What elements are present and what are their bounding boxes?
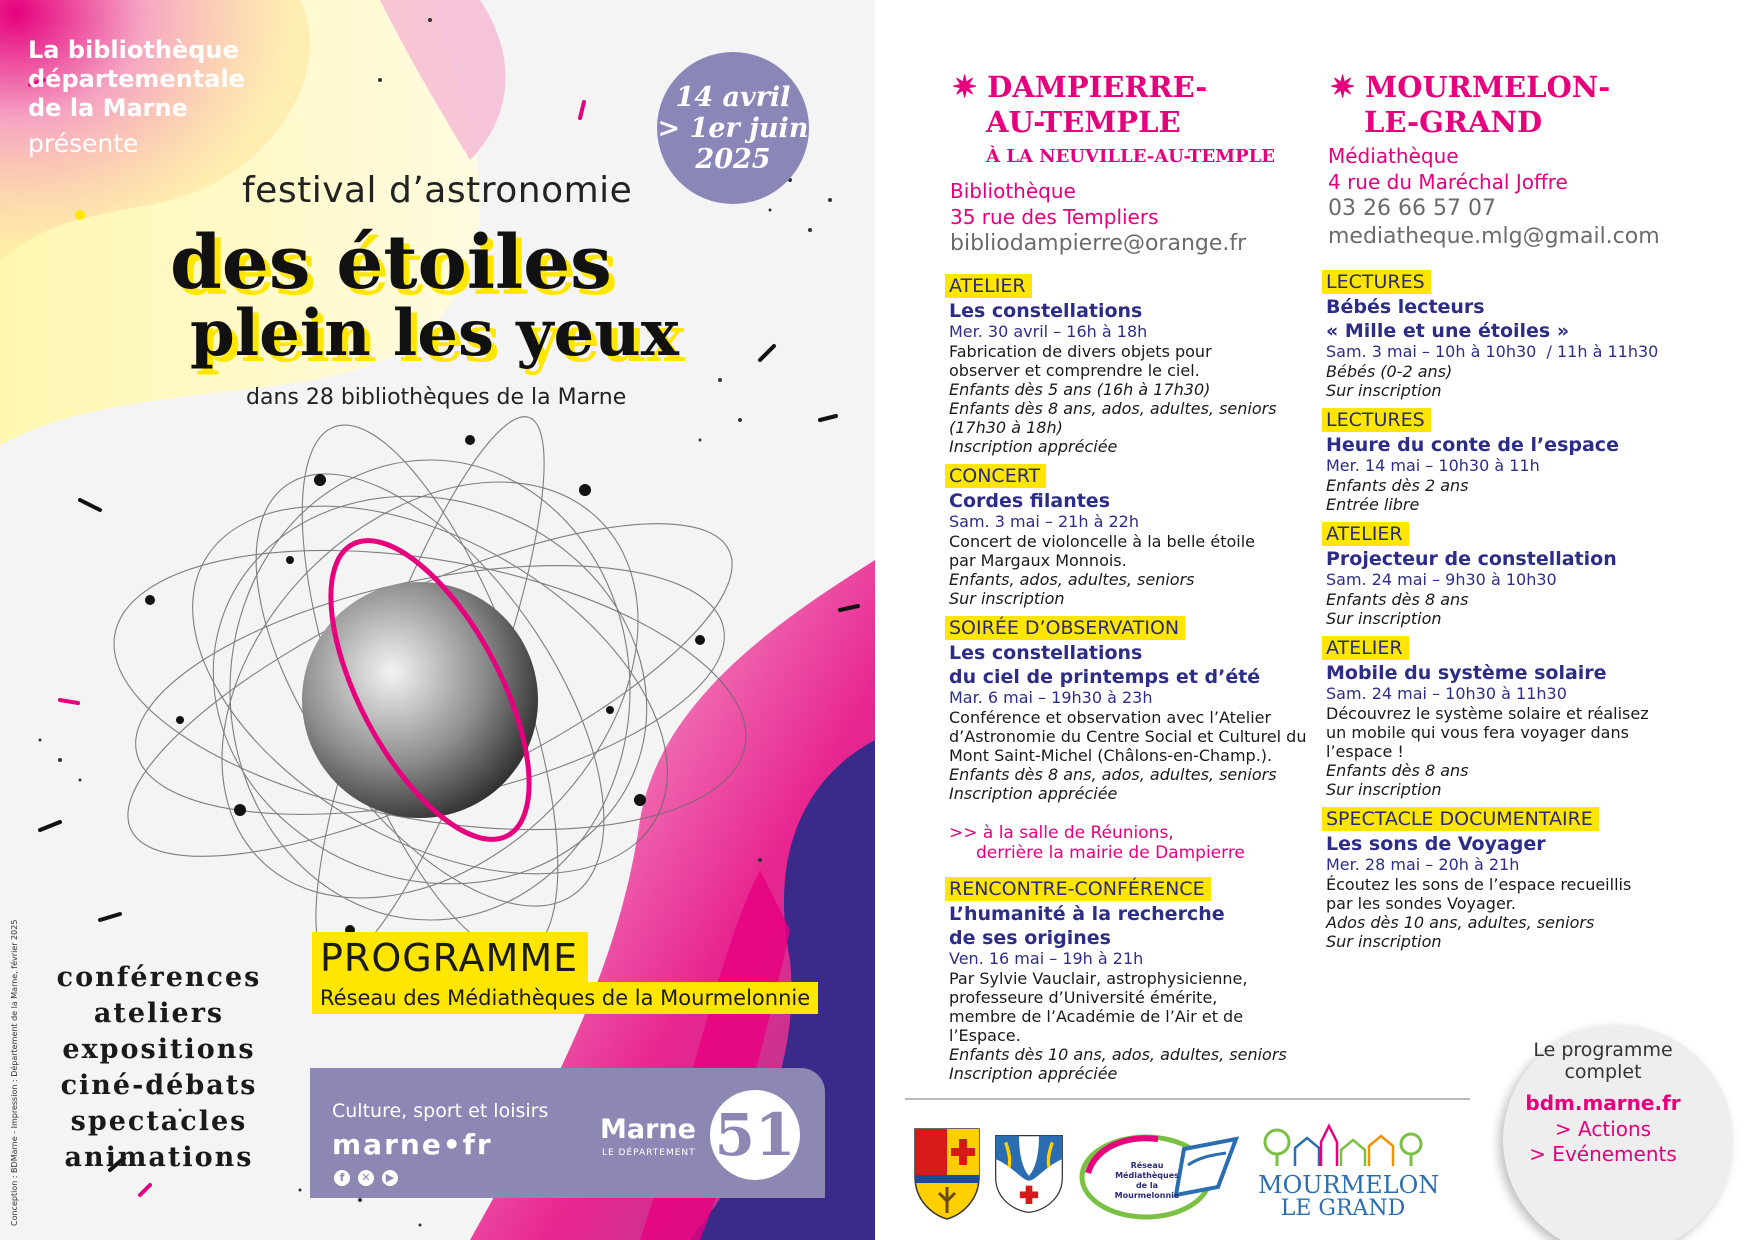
event-audience: Bébés (0-2 ans) xyxy=(1326,362,1453,381)
event-tag: CONCERT xyxy=(945,464,1046,488)
event-title: Projecteur de constellation xyxy=(1326,548,1617,570)
event-audience: Inscription appréciée xyxy=(949,784,1118,803)
intro-line: départementale xyxy=(28,65,245,93)
programme-block xyxy=(312,932,818,1014)
event-audience: Enfants dès 8 ans, ados, adultes, seniors xyxy=(949,765,1277,784)
youtube-icon[interactable]: ▶ xyxy=(382,1170,398,1186)
event-title: Les constellations xyxy=(949,300,1143,322)
town-name: MOURMELON- xyxy=(1365,70,1611,104)
event-date: Mer. 28 mai – 20h à 21h xyxy=(1326,855,1520,874)
event-desc: Mont Saint-Michel (Châlons-en-Champ.). xyxy=(949,746,1273,765)
date-line: 2025 xyxy=(695,143,771,175)
town-skyline-icon xyxy=(1259,1122,1427,1166)
event-audience: Sur inscription xyxy=(1326,780,1442,799)
event-card xyxy=(1322,522,1692,628)
festival-title-line2: plein les yeux xyxy=(190,296,679,371)
programme-title: PROGRAMME xyxy=(312,932,588,982)
event-audience: Sur inscription xyxy=(1326,381,1442,400)
partner-logos xyxy=(912,1122,1440,1221)
event-tag: LECTURES xyxy=(1322,408,1431,432)
event-audience: Enfants dès 8 ans xyxy=(1326,761,1469,780)
asterisk-icon: ✷ xyxy=(952,70,978,105)
footer-url[interactable]: marne•fr xyxy=(332,1128,493,1161)
network-logo-line: Médiathèques xyxy=(1115,1171,1179,1180)
event-date: Sam. 3 mai – 10h à 10h30 / 11h à 11h30 xyxy=(1326,342,1659,361)
town-name: LE-GRAND xyxy=(1364,105,1543,139)
venue-email[interactable]: bibliodampierre@orange.fr xyxy=(950,231,1247,256)
cta-links xyxy=(1503,1117,1703,1167)
event-audience: Inscription appréciée xyxy=(949,437,1118,456)
dampierre-heading xyxy=(952,70,1275,169)
asterisk-icon: ✷ xyxy=(1330,70,1356,105)
event-desc: un mobile qui vous fera voyager dans xyxy=(1326,723,1629,742)
credit-text: Conception : BDMarne - Impression : Département de la Marne, février 2025 xyxy=(10,919,19,1226)
network-logo-line: de la Mourmelonnie xyxy=(1114,1181,1180,1200)
dampierre-venue xyxy=(950,178,1246,258)
mourmelon-events xyxy=(1322,270,1692,959)
intro-line: La bibliothèque xyxy=(28,36,239,64)
mourmelon-logo xyxy=(1258,1122,1440,1221)
dampierre-events xyxy=(945,274,1315,1091)
venue-name: Médiathèque xyxy=(1328,144,1459,168)
venue-address: 4 rue du Maréchal Joffre xyxy=(1328,170,1568,194)
feature-item: spectacles xyxy=(70,1106,248,1137)
event-desc: Découvrez le système solaire et réalisez xyxy=(1326,704,1649,723)
note-line: >> à la salle de Réunions, xyxy=(949,823,1174,843)
event-tag: SOIRÉE D’OBSERVATION xyxy=(945,616,1185,640)
festival-location: dans 28 bibliothèques de la Marne xyxy=(246,385,627,410)
feature-item: conférences xyxy=(56,962,262,993)
features-list xyxy=(44,960,274,1176)
intro-line: de la Marne xyxy=(28,94,188,122)
event-audience: Enfants dès 8 ans xyxy=(1326,590,1469,609)
event-audience: Enfants dès 5 ans (16h à 17h30) xyxy=(949,380,1211,399)
event-title: « Mille et une étoiles » xyxy=(1326,320,1570,342)
event-title: de ses origines xyxy=(949,927,1111,949)
cta-text xyxy=(1503,1039,1703,1083)
footer-tagline: Culture, sport et loisirs xyxy=(332,1100,549,1122)
event-audience: Inscription appréciée xyxy=(949,1064,1118,1083)
event-card xyxy=(1322,270,1692,400)
event-desc: Écoutez les sons de l’espace recueillis xyxy=(1326,875,1632,894)
dept-logo: 51 xyxy=(710,1090,800,1180)
x-icon[interactable]: ✕ xyxy=(358,1170,374,1186)
event-desc: Fabrication de divers objets pour xyxy=(949,342,1212,361)
event-title: du ciel de printemps et d’été xyxy=(949,666,1261,688)
network-logo-line: Réseau xyxy=(1130,1161,1164,1170)
event-audience: (17h30 à 18h) xyxy=(949,418,1063,437)
event-date: Sam. 3 mai – 21h à 22h xyxy=(949,512,1139,531)
event-audience: Enfants dès 10 ans, ados, adultes, seniors xyxy=(949,1045,1287,1064)
dampierre-shield-icon xyxy=(912,1127,982,1221)
mourmelon-logo-line2: LE GRAND xyxy=(1280,1196,1406,1221)
venue-note xyxy=(945,823,1315,863)
mourmelon-logo-line1: MOURMELON xyxy=(1258,1171,1440,1199)
event-desc: d’Astronomie du Centre Social et Culturel du xyxy=(949,727,1307,746)
event-tag: LECTURES xyxy=(1322,270,1431,294)
event-audience: Sur inscription xyxy=(949,589,1065,608)
festival-title-line1: des étoiles xyxy=(170,220,612,306)
event-date: Mar. 6 mai – 19h30 à 23h xyxy=(949,688,1153,707)
mourmelon-venue xyxy=(1328,143,1660,251)
event-title: Bébés lecteurs xyxy=(1326,296,1485,318)
neuville-shield-icon xyxy=(994,1127,1064,1221)
event-desc: Concert de violoncelle à la belle étoile xyxy=(949,532,1255,551)
event-title: Cordes filantes xyxy=(949,490,1110,512)
event-tag: ATELIER xyxy=(1322,636,1409,660)
event-audience: Sur inscription xyxy=(1326,932,1442,951)
event-audience: Enfants dès 2 ans xyxy=(1326,476,1469,495)
event-audience: Enfants, ados, adultes, seniors xyxy=(949,570,1195,589)
event-date: Ven. 16 mai – 19h à 21h xyxy=(949,949,1144,968)
feature-item: ciné-débats xyxy=(60,1070,258,1101)
event-audience: Entrée libre xyxy=(1326,495,1420,514)
cta-line: complet xyxy=(1564,1061,1642,1083)
facebook-icon[interactable]: f xyxy=(334,1170,350,1186)
note-line: derrière la mairie de Dampierre xyxy=(949,843,1245,863)
event-card xyxy=(945,616,1315,803)
network-logo xyxy=(1076,1125,1246,1221)
footer-divider xyxy=(905,1098,1470,1100)
event-title: L’humanité à la recherche xyxy=(949,903,1225,925)
intro-text xyxy=(28,36,245,158)
cta-url[interactable]: bdm.marne.fr xyxy=(1525,1091,1681,1115)
town-name: AU-TEMPLE xyxy=(986,105,1181,139)
venue-name: Bibliothèque xyxy=(950,179,1076,203)
event-card xyxy=(945,464,1315,608)
dept-sub: LE DÉPARTEMENT xyxy=(602,1148,696,1158)
event-desc: Conférence et observation avec l’Atelier xyxy=(949,708,1272,727)
mourmelon-heading xyxy=(1330,70,1610,139)
feature-item: ateliers xyxy=(93,998,225,1029)
event-title: Mobile du système solaire xyxy=(1326,662,1607,684)
festival-subtitle: festival d’astronomie xyxy=(242,170,633,211)
marne-footer xyxy=(310,1068,825,1198)
event-tag: ATELIER xyxy=(1322,522,1409,546)
event-card xyxy=(945,877,1315,1083)
cta-line: Le programme xyxy=(1533,1039,1673,1061)
event-audience: Enfants dès 8 ans, ados, adultes, seniors xyxy=(949,399,1277,418)
event-desc: l’espace ! xyxy=(1326,742,1404,761)
event-tag: RENCONTRE-CONFÉRENCE xyxy=(945,877,1211,901)
social-icons xyxy=(334,1170,398,1186)
event-audience: Ados dès 10 ans, adultes, seniors xyxy=(1326,913,1595,932)
event-audience: Sur inscription xyxy=(1326,609,1442,628)
event-tag: ATELIER xyxy=(945,274,1032,298)
programme-network: Réseau des Médiathèques de la Mourmelonnie xyxy=(312,982,818,1014)
event-desc: professeure d’Université émérite, xyxy=(949,988,1218,1007)
cta-link-actions[interactable]: > Actions xyxy=(1554,1117,1652,1141)
event-card xyxy=(1322,636,1692,799)
date-line: 14 avril xyxy=(675,81,791,113)
event-card xyxy=(1322,807,1692,951)
full-programme-badge xyxy=(1503,1025,1733,1240)
feature-item: animations xyxy=(64,1142,254,1173)
dept-name: Marne xyxy=(600,1114,696,1145)
event-desc: Par Sylvie Vauclair, astrophysicienne, xyxy=(949,969,1248,988)
event-title: Les constellations xyxy=(949,642,1143,664)
event-desc: par les sondes Voyager. xyxy=(1326,894,1516,913)
event-card xyxy=(945,274,1315,456)
venue-phone: 03 26 66 57 07 xyxy=(1328,196,1496,221)
venue-email[interactable]: mediatheque.mlg@gmail.com xyxy=(1328,224,1660,249)
date-line: > 1er juin xyxy=(657,112,809,144)
event-date: Sam. 24 mai – 9h30 à 10h30 xyxy=(1326,570,1557,589)
presents-text: présente xyxy=(28,129,139,158)
event-title: Heure du conte de l’espace xyxy=(1326,434,1619,456)
cta-link-events[interactable]: > Evénements xyxy=(1529,1142,1677,1166)
event-date: Mer. 14 mai – 10h30 à 11h xyxy=(1326,456,1540,475)
event-desc: membre de l’Académie de l’Air et de l’Espace. xyxy=(949,1007,1244,1045)
event-tag: SPECTACLE DOCUMENTAIRE xyxy=(1322,807,1599,831)
event-desc: observer et comprendre le ciel. xyxy=(949,361,1200,380)
feature-item: expositions xyxy=(62,1034,256,1065)
event-desc: par Margaux Monnois. xyxy=(949,551,1127,570)
event-card xyxy=(1322,408,1692,514)
venue-address: 35 rue des Templiers xyxy=(950,205,1159,229)
subtown-name: À LA NEUVILLE-AU-TEMPLE xyxy=(986,146,1276,167)
event-title: Les sons de Voyager xyxy=(1326,833,1546,855)
town-name: DAMPIERRE- xyxy=(987,70,1208,104)
date-bubble xyxy=(657,52,809,204)
event-date: Mer. 30 avril – 16h à 18h xyxy=(949,322,1148,341)
network-logo-text xyxy=(1112,1161,1182,1201)
event-date: Sam. 24 mai – 10h30 à 11h30 xyxy=(1326,684,1567,703)
